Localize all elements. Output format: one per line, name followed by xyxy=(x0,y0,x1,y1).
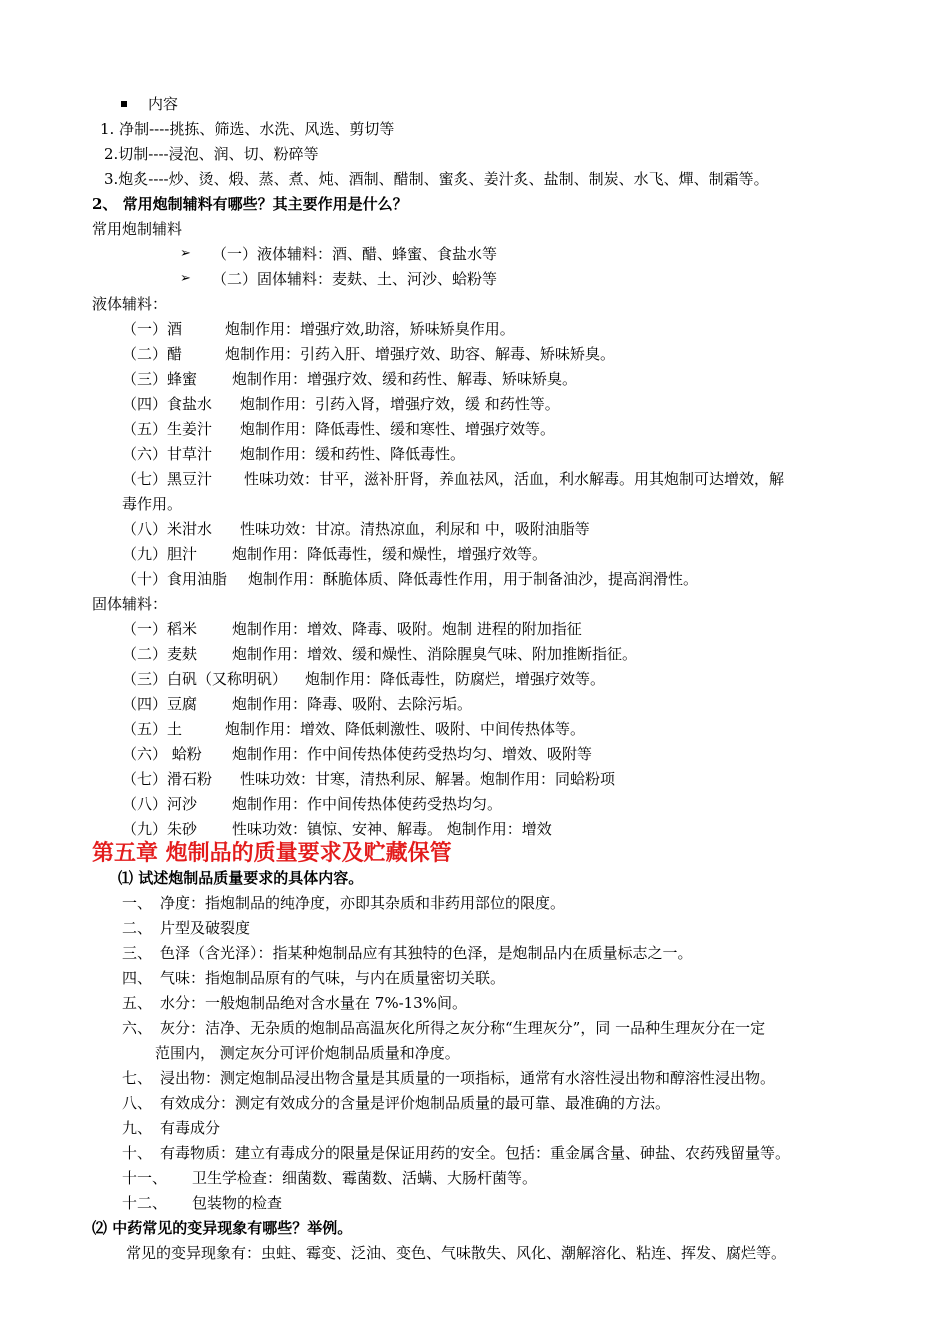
item-name: （九）朱砂 xyxy=(122,820,198,838)
list-number: 一、 xyxy=(122,894,153,912)
item-name: （一）稻米 xyxy=(122,620,198,638)
content-heading: 内容 xyxy=(148,95,179,113)
item-desc: 炮制作用：引药入肝、增强疗效、助容、解毒、矫味矫臭。 xyxy=(225,345,616,363)
list-item: 色泽（含光泽）：指某种炮制品应有其独特的色泽，是炮制品内在质量标志之一。 xyxy=(160,944,693,962)
item-name: （十）食用油脂 xyxy=(122,570,228,588)
item-desc: 炮制作用：增效、降毒、吸附。炮制 进程的附加指征 xyxy=(232,620,582,638)
item-desc: 炮制作用：降毒、吸附、去除污垢。 xyxy=(232,695,473,713)
item-name: （四）食盐水 xyxy=(122,395,213,413)
question-heading: ⑵ 中药常见的变异现象有哪些？举例。 xyxy=(92,1219,353,1237)
list-item: 包装物的检查 xyxy=(192,1194,283,1212)
chapter-title: 第五章 炮制品的质量要求及贮藏保管 xyxy=(92,840,452,866)
item-name: （三）蜂蜜 xyxy=(122,370,198,388)
item-desc: 炮制作用：作中间传热体使药受热均匀、增效、吸附等 xyxy=(232,745,593,763)
item-desc: 性味功效：甘寒，清热利尿、解暑。炮制作用：同蛤粉项 xyxy=(240,770,616,788)
item-name: （八）米泔水 xyxy=(122,520,213,538)
list-number: 四、 xyxy=(122,969,153,987)
item-name: （七）黑豆汁 xyxy=(122,470,213,488)
answer-text: 常见的变异现象有：虫蛀、霉变、泛油、变色、气味散失、风化、潮解溶化、粘连、挥发、腐烂等。 xyxy=(126,1244,787,1262)
list-number: 十一、 xyxy=(122,1169,168,1187)
bullet-icon xyxy=(121,101,127,107)
arrow-bullet-icon: ➢ xyxy=(180,271,191,286)
list-item: （一）液体辅料：酒、醋、蜂蜜、食盐水等 xyxy=(212,245,498,263)
list-number: 十、 xyxy=(122,1144,153,1162)
intro-text: 常用炮制辅料 xyxy=(92,220,183,238)
list-number: 十二、 xyxy=(122,1194,168,1212)
list-item: （二）固体辅料：麦麸、土、河沙、蛤粉等 xyxy=(212,270,498,288)
list-item: 1. 净制----挑拣、筛选、水洗、风选、剪切等 xyxy=(100,120,395,138)
list-number: 二、 xyxy=(122,919,153,937)
item-desc: 炮制作用：作中间传热体使药受热均匀。 xyxy=(232,795,503,813)
item-desc: 炮制作用：缓和药性、降低毒性。 xyxy=(240,445,466,463)
list-number: 三、 xyxy=(122,944,153,962)
list-item: 卫生学检查：细菌数、霉菌数、活螨、大肠杆菌等。 xyxy=(192,1169,538,1187)
item-name: （七）滑石粉 xyxy=(122,770,213,788)
item-name: （九）胆汁 xyxy=(122,545,198,563)
item-desc: 炮制作用：增强疗效、缓和药性、解毒、矫味矫臭。 xyxy=(232,370,578,388)
item-desc: 性味功效：甘凉。清热凉血，利尿和 中，吸附油脂等 xyxy=(240,520,590,538)
list-item: 浸出物：测定炮制品浸出物含量是其质量的一项指标，通常有水溶性浸出物和醇溶性浸出物。 xyxy=(160,1069,776,1087)
list-item: 片型及破裂度 xyxy=(160,919,251,937)
item-desc: 炮制作用：增效、缓和燥性、消除腥臭气味、附加推断指征。 xyxy=(232,645,638,663)
list-number: 九、 xyxy=(122,1119,153,1137)
list-item: 净度：指炮制品的纯净度，亦即其杂质和非药用部位的限度。 xyxy=(160,894,566,912)
list-number: 六、 xyxy=(122,1019,153,1037)
item-desc: 炮制作用：酥脆体质、降低毒性作用，用于制备油沙，提高润滑性。 xyxy=(248,570,699,588)
item-desc-continued: 毒作用。 xyxy=(122,495,183,513)
item-name: （二）醋 xyxy=(122,345,183,363)
item-name: （六） 蛤粉 xyxy=(122,745,202,763)
item-desc: 性味功效：镇惊、安神、解毒。 炮制作用：增效 xyxy=(232,820,552,838)
item-name: （六）甘草汁 xyxy=(122,445,213,463)
item-desc: 炮制作用：降低毒性，防腐烂，增强疗效等。 xyxy=(305,670,606,688)
item-desc: 性味功效：甘平，滋补肝肾，养血祛风，活血，利水解毒。用其炮制可达增效，解 xyxy=(244,470,785,488)
item-name: （八）河沙 xyxy=(122,795,198,813)
list-item: 有效成分：测定有效成分的含量是评价炮制品质量的最可靠、最准确的方法。 xyxy=(160,1094,671,1112)
list-item: 水分：一般炮制品绝对含水量在 7%-13%间。 xyxy=(160,994,467,1012)
list-item: 气味：指炮制品原有的气味，与内在质量密切关联。 xyxy=(160,969,506,987)
item-name: （三）白矾（又称明矾） xyxy=(122,670,288,688)
list-number: 八、 xyxy=(122,1094,153,1112)
list-item: 灰分：洁净、无杂质的炮制品高温灰化所得之灰分称“生理灰分”，同 一品种生理灰分在一定 xyxy=(160,1019,766,1037)
question-heading: 2、 常用炮制辅料有哪些？其主要作用是什么？ xyxy=(92,195,408,213)
list-number: 五、 xyxy=(122,994,153,1012)
section-label: 液体辅料： xyxy=(92,295,168,313)
item-desc: 炮制作用：增强疗效,助溶，矫味矫臭作用。 xyxy=(225,320,515,338)
list-item: 有毒成分 xyxy=(160,1119,221,1137)
list-item-continued: 范围内， 测定灰分可评价炮制品质量和净度。 xyxy=(155,1044,460,1062)
item-desc: 炮制作用：增效、降低刺激性、吸附、中间传热体等。 xyxy=(225,720,586,738)
list-item: 2.切制----浸泡、润、切、粉碎等 xyxy=(104,145,319,163)
list-item: 3.炮炙----炒、烫、煅、蒸、煮、炖、酒制、醋制、蜜炙、姜汁炙、盐制、制炭、水飞、燀、制霜等。 xyxy=(104,170,769,188)
item-name: （五）土 xyxy=(122,720,183,738)
list-item: 有毒物质：建立有毒成分的限量是保证用药的安全。包括：重金属含量、砷盐、农药残留量等。 xyxy=(160,1144,791,1162)
item-name: （一）酒 xyxy=(122,320,183,338)
item-desc: 炮制作用：降低毒性，缓和燥性，增强疗效等。 xyxy=(232,545,548,563)
list-number: 七、 xyxy=(122,1069,153,1087)
section-label: 固体辅料： xyxy=(92,595,168,613)
item-name: （五）生姜汁 xyxy=(122,420,213,438)
item-desc: 炮制作用：降低毒性、缓和寒性、增强疗效等。 xyxy=(240,420,556,438)
arrow-bullet-icon: ➢ xyxy=(180,246,191,261)
question-heading: ⑴ 试述炮制品质量要求的具体内容。 xyxy=(118,869,364,887)
item-desc: 炮制作用：引药入肾，增强疗效，缓 和药性等。 xyxy=(240,395,560,413)
item-name: （二）麦麸 xyxy=(122,645,198,663)
item-name: （四）豆腐 xyxy=(122,695,198,713)
